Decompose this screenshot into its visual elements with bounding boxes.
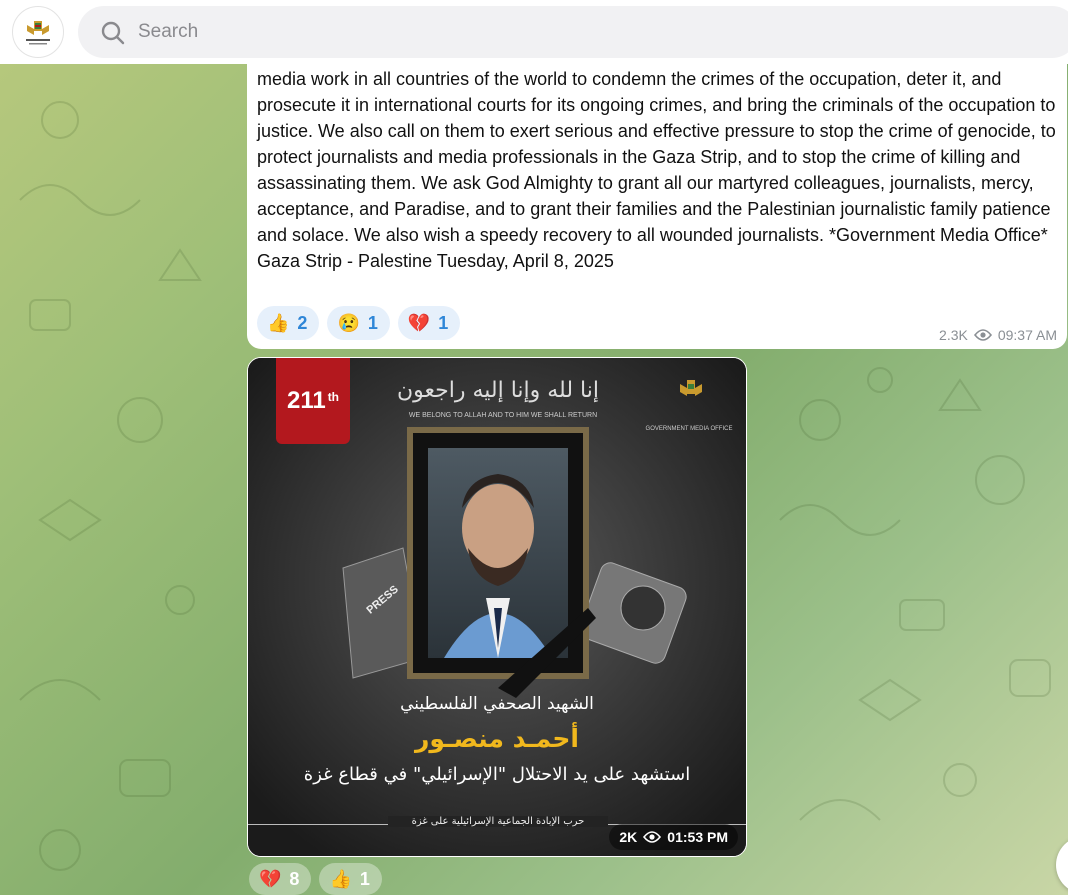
photo-post[interactable] xyxy=(247,357,747,857)
search-icon xyxy=(100,20,126,46)
badge-suffix: th xyxy=(327,390,340,404)
eye-icon xyxy=(974,329,992,341)
poster-name: أحمـد منصـور xyxy=(415,724,579,753)
message-time: 01:53 PM xyxy=(667,829,728,845)
broken-heart-icon: 💔 xyxy=(259,868,282,889)
count-badge xyxy=(276,358,350,444)
message-time: 09:37 AM xyxy=(997,327,1057,343)
message-text: media work in all countries of the world to condemn the crimes of the occupation, deter it, and prosecute it in international courts for its ongoing crimes, and bring the criminals of the occupation to justice. We also call on them to exert serious and effective pressure to stop the crime of genocide, to protect journalists and media professionals in the Gaza Strip, and to stop the crime of killing and assassinating them. We ask God Almighty to grant all our martyred colleagues, journalists, mercy, acceptance, and Paradise, and to grant their families and the Palestinian journalistic family patience and solace. We also wish a speedy recovery to all wounded journalists. *Government Media Office* Gaza Strip - Palestine Tuesday, April 8, 2025 xyxy=(257,69,1056,271)
eagle-emblem-icon xyxy=(21,15,55,49)
reaction-thumbs-up[interactable] xyxy=(257,306,319,340)
photo-reactions xyxy=(249,863,382,895)
search-bar[interactable] xyxy=(78,6,1068,58)
poster-line-1: الشهيد الصحفي الفلسطيني xyxy=(400,694,594,714)
broken-heart-icon: 💔 xyxy=(407,312,431,333)
header-arabic: إنا لله وإنا إليه راجعون xyxy=(397,378,599,403)
crying-face-icon: 😢 xyxy=(337,312,360,333)
message-meta xyxy=(939,327,1057,343)
thumbs-up-icon: 👍 xyxy=(329,868,352,889)
eagle-emblem-icon xyxy=(678,376,704,410)
message-reactions xyxy=(257,306,460,340)
scroll-down-button[interactable] xyxy=(1056,836,1068,894)
channel-avatar[interactable] xyxy=(12,6,64,58)
view-count: 2K xyxy=(619,829,638,845)
eye-icon xyxy=(643,831,661,843)
poster-footer: حرب الإبادة الجماعية الإسرائيلية على غزة xyxy=(388,816,608,827)
top-bar xyxy=(0,0,1068,64)
reaction-count: 1 xyxy=(438,312,449,333)
view-count: 2.3K xyxy=(939,327,968,343)
badge-number: 211 xyxy=(286,387,326,414)
thumbs-up-icon: 👍 xyxy=(267,312,290,333)
reaction-crying[interactable] xyxy=(327,306,389,340)
reaction-count: 1 xyxy=(367,312,378,333)
reaction-count: 2 xyxy=(297,312,308,333)
reaction-broken-heart[interactable] xyxy=(249,863,311,895)
poster-line-3: استشهد على يد الاحتلال "الإسرائيلي" في قطاع غزة xyxy=(303,764,691,785)
reaction-broken-heart[interactable] xyxy=(398,306,460,340)
search-input[interactable] xyxy=(138,6,1038,58)
message-bubble xyxy=(247,64,1067,349)
logo-caption: GOVERNMENT MEDIA OFFICE xyxy=(645,426,733,432)
header-english: WE BELONG TO ALLAH AND TO HIM WE SHALL RETURN xyxy=(408,412,598,419)
reaction-count: 8 xyxy=(289,868,300,889)
reaction-count: 1 xyxy=(359,868,370,889)
reaction-thumbs-up[interactable] xyxy=(319,863,381,895)
press-label: PRESS xyxy=(364,583,401,617)
photo-meta xyxy=(609,824,738,850)
